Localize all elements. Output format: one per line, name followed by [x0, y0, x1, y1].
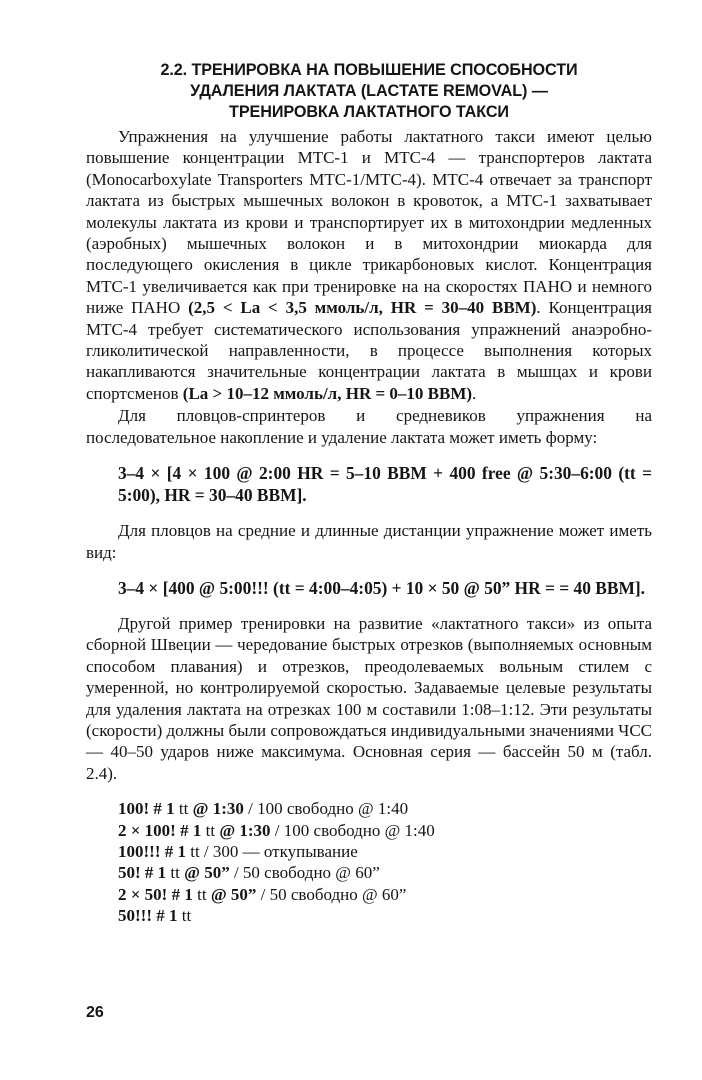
page-content [86, 60, 652, 927]
workout-list [118, 798, 652, 926]
formula-distance: 3–4 × [400 @ 5:00!!! (tt = 4:00–4:05) + 10 × 50 @ 50” HR = = 40 BBM]. [118, 577, 645, 598]
workout-line: 100! # 1 tt @ 1:30 / 100 свободно @ 1:40 [118, 799, 409, 819]
heading-line-1: 2.2. ТРЕНИРОВКА НА ПОВЫШЕНИЕ СПОСОБНОСТИ [160, 61, 578, 79]
workout-line: 50! # 1 tt @ 50” / 50 свободно @ 60” [118, 863, 380, 883]
bold-range-pano: (2,5 < La < 3,5 ммоль/л, HR = 30–40 BBM) [188, 298, 537, 318]
page-number: 26 [86, 1004, 104, 1021]
workout-line: 100!!! # 1 tt / 300 — откупывание [118, 841, 358, 861]
paragraph-distance: Для пловцов на средние и длинные дистанции упражнение может иметь вид: [86, 521, 652, 562]
paragraph-sprinters: Для пловцов-спринтеров и средневиков упражнения на последовательное накопление и удаление лактата может иметь форму: [86, 406, 652, 447]
workout-line: 50!!! # 1 tt [118, 906, 192, 926]
workout-line: 2 × 100! # 1 tt @ 1:30 / 100 свободно @ 1:40 [118, 820, 435, 840]
section-heading [86, 60, 652, 123]
workout-line: 2 × 50! # 1 tt @ 50” / 50 свободно @ 60” [118, 884, 407, 904]
formula-sprinters: 3–4 × [4 × 100 @ 2:00 HR = 5–10 BBM + 400 free @ 5:30–6:00 (tt = 5:00), HR = 30–40 BBM]. [118, 463, 652, 506]
heading-line-2: УДАЛЕНИЯ ЛАКТАТА (LACTATE REMOVAL) — [190, 82, 548, 100]
bold-range-anaerobic: (La > 10–12 ммоль/л, HR = 0–10 BBM) [182, 383, 473, 403]
paragraph-lactate-transporters: Упражнения на улучшение работы лактатного такси имеют целью повышение концентрации МТС-1 и МТС-4 — транспортеров лактата (Monocarboxylate Transporters МТС-1/МТС-4). МТС-4 отвечает за транспорт лактата из быстрых мышечных волокон в кровоток, а МТС-1 захватывает молекулы лактата из крови и транспортирует их в митохондрии медленных (аэробных) мышечных волокон и в митохондрии миокарда для последующего окисления в цикле трикарбоновых кислот. Концентрация МТС-1 увеличивается как при тренировке на на скоростях ПАНО и немного ниже ПАНО (2,5 < La < 3,5 ммоль/л, HR = 30–40 BBM). Концентрация МТС-4 требует систематического использования упражнений анаэробно-гликолитической направленности, в процессе выполнения которых накапливаются значительные концентрации лактата в мышцах и крови спортсменов (La > 10–12 ммоль/л, HR = 0–10 BBM). [86, 127, 652, 403]
paragraph-sweden-example: Другой пример тренировки на развитие «лактатного такси» из опыта сборной Швеции — чередование быстрых отрезков (выполняемых основным способом плавания) и отрезков, преодолеваемых вольным стилем с умеренной, но контролируемой скоростью. Задаваемые целевые результаты для удаления лактата на отрезках 100 м составили 1:08–1:12. Эти результаты (скорости) должны были сопровождаться индивидуальными значениями ЧСС — 40–50 ударов ниже максимума. Основная серия — бассейн 50 м (табл. 2.4). [86, 613, 652, 783]
heading-line-3: ТРЕНИРОВКА ЛАКТАТНОГО ТАКСИ [229, 103, 509, 121]
